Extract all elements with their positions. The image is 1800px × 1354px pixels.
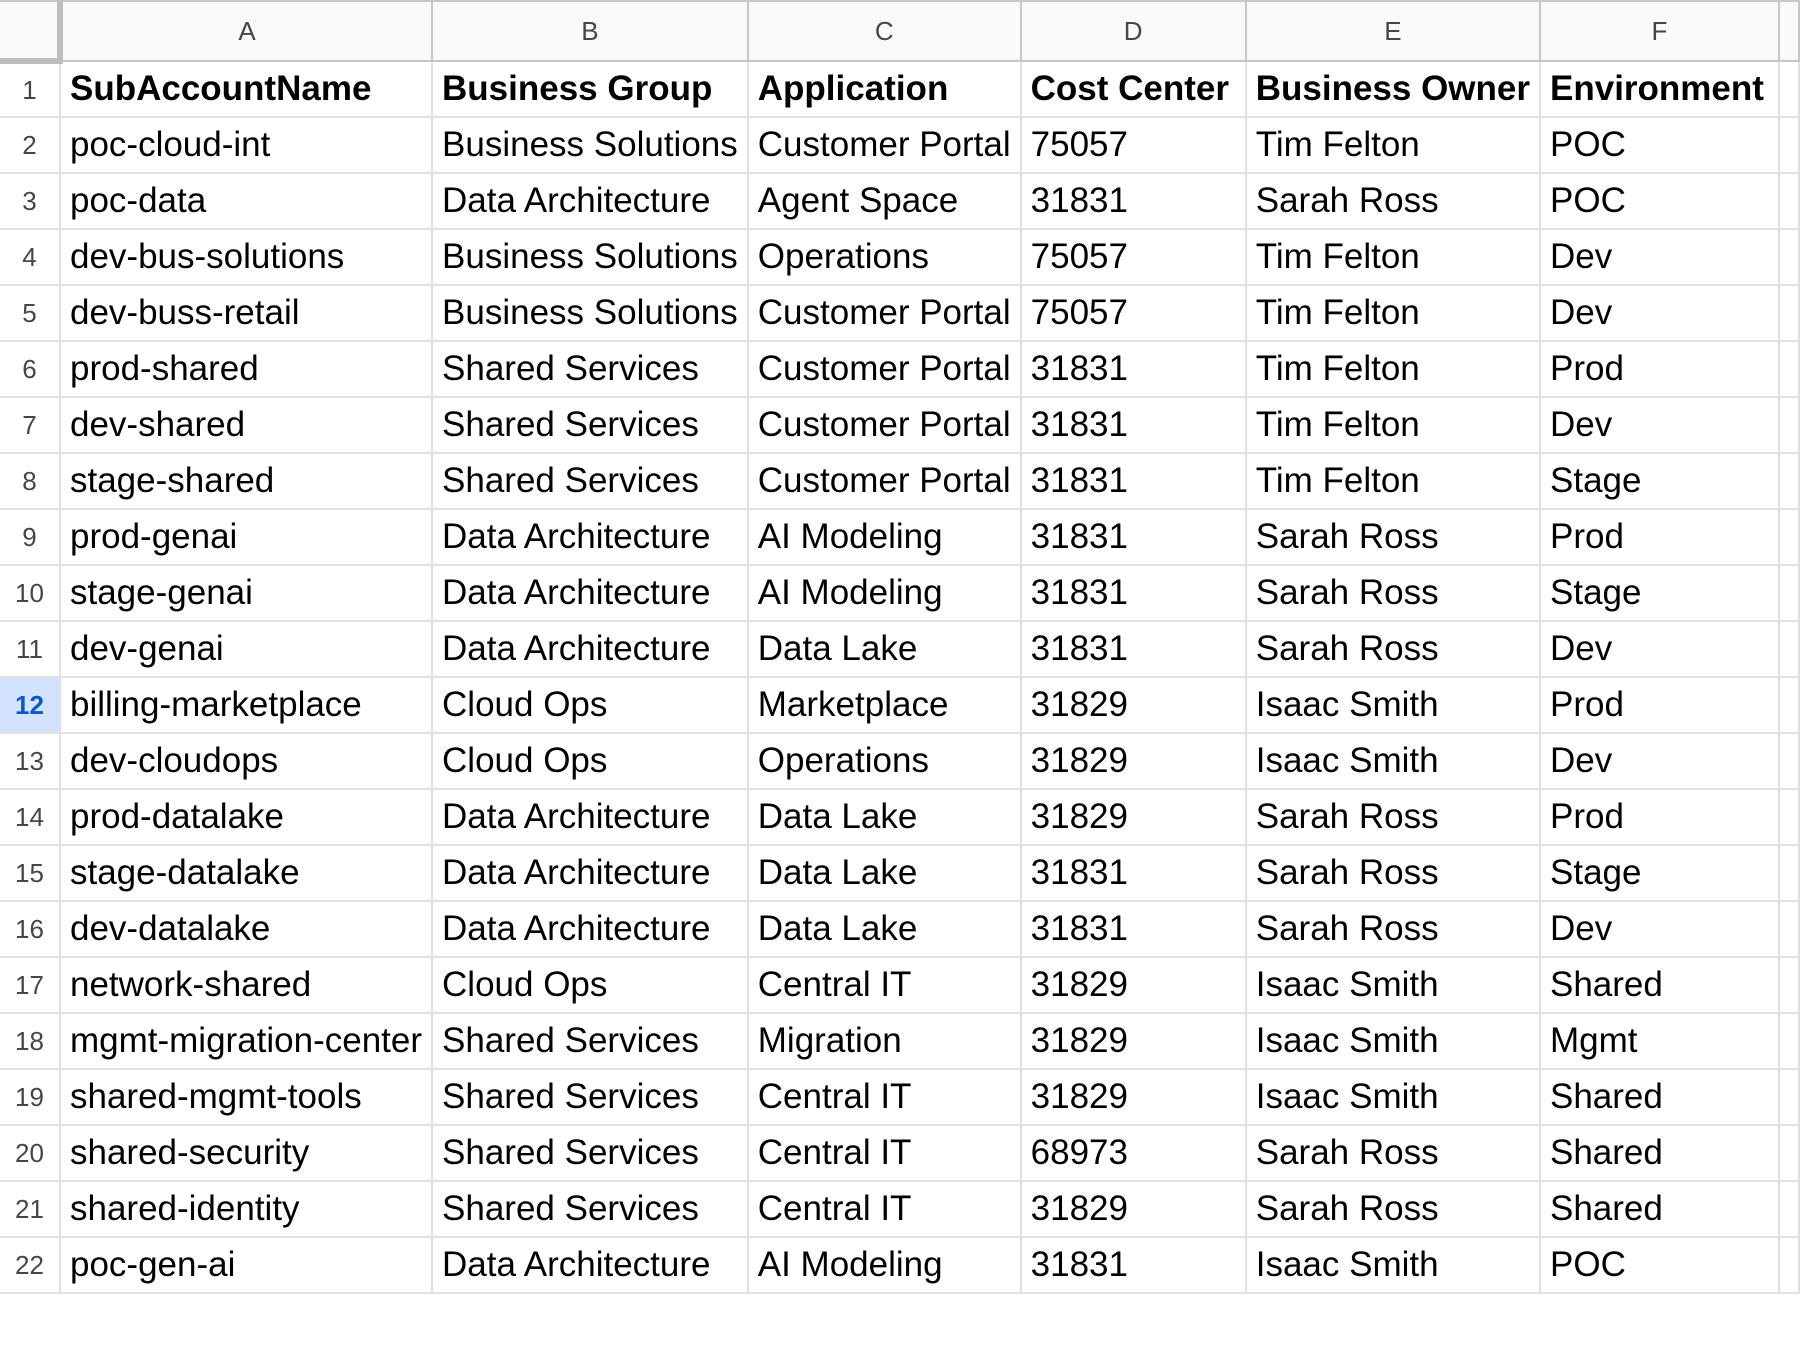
cell-application[interactable]: Operations: [748, 229, 1021, 285]
cell-empty[interactable]: [1779, 1181, 1799, 1237]
row-header[interactable]: 2: [0, 117, 60, 173]
row-header[interactable]: 14: [0, 789, 60, 845]
row-header[interactable]: 20: [0, 1125, 60, 1181]
cell-environment[interactable]: Dev: [1540, 285, 1779, 341]
cell-business-owner[interactable]: Tim Felton: [1246, 285, 1540, 341]
cell-subaccount-name[interactable]: dev-bus-solutions: [60, 229, 432, 285]
cell-business-group[interactable]: Shared Services: [432, 1069, 748, 1125]
cell-cost-center[interactable]: 31829: [1021, 733, 1246, 789]
cell-business-group[interactable]: Data Architecture: [432, 1237, 748, 1293]
cell-subaccount-name[interactable]: poc-gen-ai: [60, 1237, 432, 1293]
cell-cost-center[interactable]: 31831: [1021, 901, 1246, 957]
table-row: [0, 397, 1799, 453]
cell-cost-center[interactable]: 75057: [1021, 285, 1246, 341]
cell-application[interactable]: Data Lake: [748, 845, 1021, 901]
cell-business-owner[interactable]: Sarah Ross: [1246, 621, 1540, 677]
cell-cost-center[interactable]: 31829: [1021, 677, 1246, 733]
cell-environment[interactable]: POC: [1540, 117, 1779, 173]
cell-environment[interactable]: Shared: [1540, 1125, 1779, 1181]
cell-empty[interactable]: [1779, 509, 1799, 565]
table-row: [0, 453, 1799, 509]
cell-empty[interactable]: [1779, 733, 1799, 789]
column-header-a[interactable]: A: [60, 1, 432, 61]
cell-business-group[interactable]: Shared Services: [432, 341, 748, 397]
cell-subaccount-name[interactable]: shared-security: [60, 1125, 432, 1181]
cell-business-group[interactable]: Cloud Ops: [432, 957, 748, 1013]
table-row: [0, 1181, 1799, 1237]
cell-application[interactable]: Operations: [748, 733, 1021, 789]
cell-business-group[interactable]: Data Architecture: [432, 173, 748, 229]
cell-empty[interactable]: [1779, 789, 1799, 845]
row-header[interactable]: 7: [0, 397, 60, 453]
cell-empty[interactable]: [1779, 341, 1799, 397]
select-all-corner[interactable]: [0, 1, 60, 61]
table-row: [0, 117, 1799, 173]
cell-application[interactable]: Agent Space: [748, 173, 1021, 229]
cell-business-owner[interactable]: Sarah Ross: [1246, 565, 1540, 621]
cell-business-group[interactable]: Shared Services: [432, 397, 748, 453]
table-row: [0, 789, 1799, 845]
cell-application[interactable]: Customer Portal: [748, 117, 1021, 173]
row-header[interactable]: 6: [0, 341, 60, 397]
table-row: [0, 1069, 1799, 1125]
cell-business-group[interactable]: Data Architecture: [432, 845, 748, 901]
cell-environment[interactable]: POC: [1540, 1237, 1779, 1293]
table-row: [0, 957, 1799, 1013]
cell-environment[interactable]: Stage: [1540, 565, 1779, 621]
cell-cost-center[interactable]: 31829: [1021, 957, 1246, 1013]
cell-business-group[interactable]: Shared Services: [432, 1181, 748, 1237]
row-header[interactable]: 3: [0, 173, 60, 229]
cell-subaccount-name[interactable]: poc-cloud-int: [60, 117, 432, 173]
cell-subaccount-name[interactable]: poc-data: [60, 173, 432, 229]
cell-empty[interactable]: [1779, 1013, 1799, 1069]
cell-subaccount-name[interactable]: shared-identity: [60, 1181, 432, 1237]
cell-business-group[interactable]: Data Architecture: [432, 509, 748, 565]
cell-subaccount-name[interactable]: prod-shared: [60, 341, 432, 397]
cell-business-owner[interactable]: Sarah Ross: [1246, 173, 1540, 229]
cell-application[interactable]: Customer Portal: [748, 341, 1021, 397]
cell-business-group[interactable]: Business Solutions: [432, 117, 748, 173]
column-header-b[interactable]: B: [432, 1, 748, 61]
cell-business-owner[interactable]: Tim Felton: [1246, 229, 1540, 285]
cell-environment[interactable]: Dev: [1540, 733, 1779, 789]
cell-environment[interactable]: POC: [1540, 173, 1779, 229]
cell-application[interactable]: Central IT: [748, 1069, 1021, 1125]
cell-application[interactable]: Data Lake: [748, 901, 1021, 957]
cell-application[interactable]: Data Lake: [748, 621, 1021, 677]
row-header[interactable]: 5: [0, 285, 60, 341]
cell-cost-center[interactable]: 31829: [1021, 789, 1246, 845]
cell-cost-center[interactable]: 31831: [1021, 565, 1246, 621]
cell-empty[interactable]: [1779, 117, 1799, 173]
row-header[interactable]: 17: [0, 957, 60, 1013]
cell-business-owner[interactable]: Sarah Ross: [1246, 845, 1540, 901]
cell-business-owner[interactable]: Tim Felton: [1246, 397, 1540, 453]
cell-environment[interactable]: Prod: [1540, 789, 1779, 845]
cell-subaccount-name[interactable]: mgmt-migration-center: [60, 1013, 432, 1069]
table-row: [0, 845, 1799, 901]
cell-cost-center[interactable]: 31831: [1021, 621, 1246, 677]
column-header-next[interactable]: [1779, 1, 1799, 61]
cell-empty[interactable]: [1779, 453, 1799, 509]
cell-business-owner[interactable]: Tim Felton: [1246, 453, 1540, 509]
cell-empty[interactable]: [1779, 1125, 1799, 1181]
cell-subaccount-name[interactable]: prod-datalake: [60, 789, 432, 845]
cell-empty[interactable]: [1779, 845, 1799, 901]
row-header[interactable]: 11: [0, 621, 60, 677]
table-row: [0, 173, 1799, 229]
cell-subaccount-name[interactable]: billing-marketplace: [60, 677, 432, 733]
cell-environment[interactable]: Dev: [1540, 621, 1779, 677]
cell-empty[interactable]: [1779, 901, 1799, 957]
cell-environment[interactable]: Prod: [1540, 341, 1779, 397]
cell-business-owner[interactable]: Isaac Smith: [1246, 957, 1540, 1013]
cell-subaccount-name[interactable]: SubAccountName: [60, 61, 432, 117]
cell-business-group[interactable]: Business Group: [432, 61, 748, 117]
row-header[interactable]: 19: [0, 1069, 60, 1125]
cell-cost-center[interactable]: 75057: [1021, 117, 1246, 173]
cell-environment[interactable]: Shared: [1540, 957, 1779, 1013]
cell-empty[interactable]: [1779, 173, 1799, 229]
cell-business-group[interactable]: Data Architecture: [432, 621, 748, 677]
cell-empty[interactable]: [1779, 621, 1799, 677]
cell-cost-center[interactable]: 31831: [1021, 453, 1246, 509]
cell-environment[interactable]: Shared: [1540, 1069, 1779, 1125]
cell-business-group[interactable]: Business Solutions: [432, 285, 748, 341]
column-header-row: [0, 1, 1799, 61]
cell-subaccount-name[interactable]: stage-datalake: [60, 845, 432, 901]
cell-application[interactable]: Application: [748, 61, 1021, 117]
row-header[interactable]: 12: [0, 677, 60, 733]
table-row: [0, 901, 1799, 957]
cell-subaccount-name[interactable]: dev-shared: [60, 397, 432, 453]
cell-subaccount-name[interactable]: dev-cloudops: [60, 733, 432, 789]
row-header[interactable]: 4: [0, 229, 60, 285]
cell-business-group[interactable]: Data Architecture: [432, 901, 748, 957]
cell-empty[interactable]: [1779, 957, 1799, 1013]
cell-empty[interactable]: [1779, 61, 1799, 117]
cell-subaccount-name[interactable]: stage-genai: [60, 565, 432, 621]
row-header[interactable]: 21: [0, 1181, 60, 1237]
cell-application[interactable]: Marketplace: [748, 677, 1021, 733]
column-header-f[interactable]: F: [1540, 1, 1779, 61]
cell-cost-center[interactable]: 31829: [1021, 1181, 1246, 1237]
cell-cost-center[interactable]: 31831: [1021, 173, 1246, 229]
cell-empty[interactable]: [1779, 397, 1799, 453]
row-header[interactable]: 10: [0, 565, 60, 621]
table-row: [0, 733, 1799, 789]
cell-application[interactable]: Central IT: [748, 957, 1021, 1013]
table-row: [0, 677, 1799, 733]
cell-environment[interactable]: Stage: [1540, 845, 1779, 901]
cell-application[interactable]: Customer Portal: [748, 285, 1021, 341]
cell-business-owner[interactable]: Business Owner: [1246, 61, 1540, 117]
cell-environment[interactable]: Mgmt: [1540, 1013, 1779, 1069]
cell-cost-center[interactable]: 31831: [1021, 341, 1246, 397]
cell-cost-center[interactable]: 31829: [1021, 1069, 1246, 1125]
column-header-e[interactable]: E: [1246, 1, 1540, 61]
cell-application[interactable]: Migration: [748, 1013, 1021, 1069]
table-row: [0, 1237, 1799, 1293]
cell-business-group[interactable]: Business Solutions: [432, 229, 748, 285]
row-header[interactable]: 13: [0, 733, 60, 789]
cell-business-owner[interactable]: Isaac Smith: [1246, 1069, 1540, 1125]
cell-application[interactable]: Customer Portal: [748, 453, 1021, 509]
table-row: [0, 285, 1799, 341]
cell-business-owner[interactable]: Tim Felton: [1246, 341, 1540, 397]
cell-empty[interactable]: [1779, 1237, 1799, 1293]
cell-application[interactable]: Central IT: [748, 1125, 1021, 1181]
cell-application[interactable]: AI Modeling: [748, 1237, 1021, 1293]
cell-business-owner[interactable]: Isaac Smith: [1246, 1013, 1540, 1069]
cell-cost-center[interactable]: 75057: [1021, 229, 1246, 285]
cell-environment[interactable]: Prod: [1540, 509, 1779, 565]
column-header-d[interactable]: D: [1021, 1, 1246, 61]
cell-cost-center[interactable]: 68973: [1021, 1125, 1246, 1181]
cell-application[interactable]: Customer Portal: [748, 397, 1021, 453]
table-row: [0, 229, 1799, 285]
cell-application[interactable]: Central IT: [748, 1181, 1021, 1237]
cell-business-owner[interactable]: Sarah Ross: [1246, 1125, 1540, 1181]
cell-business-group[interactable]: Data Architecture: [432, 789, 748, 845]
cell-cost-center[interactable]: 31831: [1021, 509, 1246, 565]
row-header[interactable]: 22: [0, 1237, 60, 1293]
cell-application[interactable]: AI Modeling: [748, 565, 1021, 621]
cell-business-group[interactable]: Cloud Ops: [432, 677, 748, 733]
cell-subaccount-name[interactable]: shared-mgmt-tools: [60, 1069, 432, 1125]
cell-subaccount-name[interactable]: stage-shared: [60, 453, 432, 509]
cell-subaccount-name[interactable]: dev-genai: [60, 621, 432, 677]
cell-business-owner[interactable]: Sarah Ross: [1246, 901, 1540, 957]
table-row: [0, 509, 1799, 565]
column-header-c[interactable]: C: [748, 1, 1021, 61]
cell-cost-center[interactable]: 31831: [1021, 845, 1246, 901]
cell-business-group[interactable]: Data Architecture: [432, 565, 748, 621]
cell-environment[interactable]: Dev: [1540, 901, 1779, 957]
cell-business-owner[interactable]: Isaac Smith: [1246, 677, 1540, 733]
cell-environment[interactable]: Dev: [1540, 229, 1779, 285]
cell-environment[interactable]: Stage: [1540, 453, 1779, 509]
cell-business-group[interactable]: Shared Services: [432, 1013, 748, 1069]
cell-cost-center[interactable]: 31831: [1021, 397, 1246, 453]
cell-subaccount-name[interactable]: network-shared: [60, 957, 432, 1013]
cell-empty[interactable]: [1779, 565, 1799, 621]
cell-cost-center[interactable]: 31831: [1021, 1237, 1246, 1293]
cell-subaccount-name[interactable]: dev-buss-retail: [60, 285, 432, 341]
cell-application[interactable]: Data Lake: [748, 789, 1021, 845]
cell-cost-center[interactable]: 31829: [1021, 1013, 1246, 1069]
cell-environment[interactable]: Dev: [1540, 397, 1779, 453]
cell-empty[interactable]: [1779, 1069, 1799, 1125]
header-data-row: [0, 61, 1799, 117]
table-row: [0, 621, 1799, 677]
cell-business-group[interactable]: Shared Services: [432, 453, 748, 509]
cell-subaccount-name[interactable]: dev-datalake: [60, 901, 432, 957]
cell-cost-center[interactable]: Cost Center: [1021, 61, 1246, 117]
row-header[interactable]: 8: [0, 453, 60, 509]
cell-business-owner[interactable]: Isaac Smith: [1246, 733, 1540, 789]
cell-application[interactable]: AI Modeling: [748, 509, 1021, 565]
cell-business-owner[interactable]: Isaac Smith: [1246, 1237, 1540, 1293]
table-row: [0, 565, 1799, 621]
cell-empty[interactable]: [1779, 229, 1799, 285]
cell-environment[interactable]: Environment: [1540, 61, 1779, 117]
cell-business-owner[interactable]: Tim Felton: [1246, 117, 1540, 173]
row-header[interactable]: 9: [0, 509, 60, 565]
cell-empty[interactable]: [1779, 285, 1799, 341]
cell-business-group[interactable]: Shared Services: [432, 1125, 748, 1181]
row-header[interactable]: 1: [0, 61, 60, 117]
cell-business-owner[interactable]: Sarah Ross: [1246, 789, 1540, 845]
table-row: [0, 1125, 1799, 1181]
cell-subaccount-name[interactable]: prod-genai: [60, 509, 432, 565]
table-row: [0, 1013, 1799, 1069]
cell-environment[interactable]: Prod: [1540, 677, 1779, 733]
row-header[interactable]: 15: [0, 845, 60, 901]
table-row: [0, 341, 1799, 397]
cell-empty[interactable]: [1779, 677, 1799, 733]
row-header[interactable]: 18: [0, 1013, 60, 1069]
cell-business-owner[interactable]: Sarah Ross: [1246, 1181, 1540, 1237]
cell-environment[interactable]: Shared: [1540, 1181, 1779, 1237]
cell-business-owner[interactable]: Sarah Ross: [1246, 509, 1540, 565]
row-header[interactable]: 16: [0, 901, 60, 957]
cell-business-group[interactable]: Cloud Ops: [432, 733, 748, 789]
